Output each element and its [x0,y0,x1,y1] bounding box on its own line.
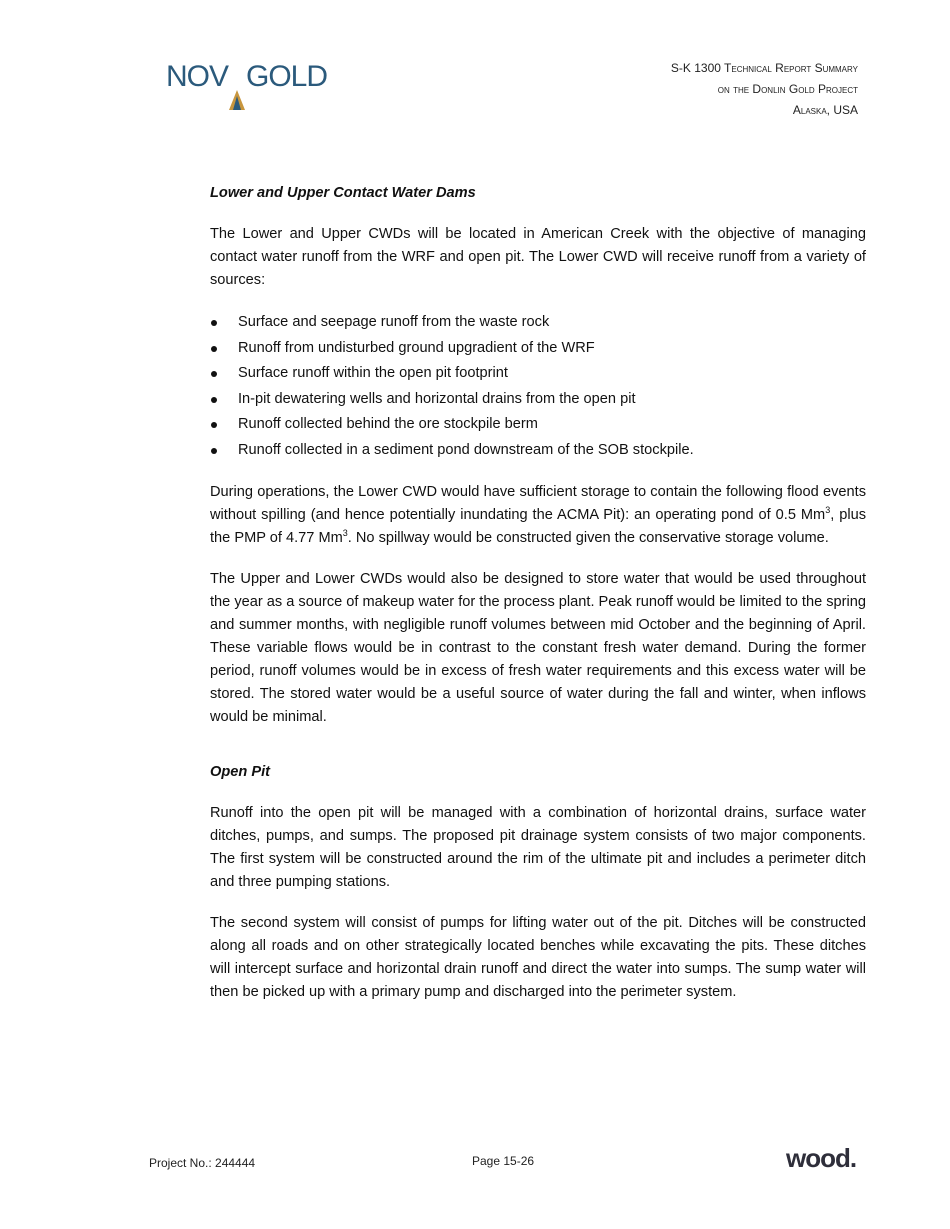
report-header [671,58,858,121]
paragraph-operations [210,481,866,550]
novagold-logo [166,62,327,92]
para-text: During operations, the Lower CWD would have sufficient storage to contain the following flood events without spilling (and hence potentially inundating the ACMA Pit): an operating pond of 0.5 Mm [210,484,866,523]
list-item: Surface and seepage runoff from the waste rock [210,310,866,336]
runoff-sources-list [210,310,866,463]
header-line-1: S-K 1300 Technical Report Summary [670,61,858,75]
paragraph-makeup-water: The Upper and Lower CWDs would also be designed to store water that would be used throughout the year as a source of makeup water for the process plant. Peak runoff would be limited to the spring and summer months, with negligible runoff volumes between mid October and the beginning of April. These variable flows would be in contrast to the constant fresh water demand. During the former period, runoff volumes would be in excess of fresh water requirements and this excess water will be stored. The stored water would be a useful source of water during the fall and winter, when inflows would be minimal. [210,571,866,725]
paragraph-intro: The Lower and Upper CWDs will be located in American Creek with the objective of managing contact water runoff from the WRF and open pit. The Lower CWD will receive runoff from a variety of sources: [210,226,866,288]
logo-text-right: GOLD [246,60,328,93]
superscript: 3 [825,505,831,516]
section-title-dams: Lower and Upper Contact Water Dams [210,185,476,201]
page-number: Page 15-26 [472,1154,535,1168]
wood-logo: wood. [786,1143,857,1173]
para-text: , plus the PMP of 4.77 Mm [210,507,866,546]
project-number: Project No.: 244444 [149,1156,256,1170]
superscript: 3 [342,528,348,539]
para-text: . No spillway would be constructed given the conservative storage volume. [347,530,829,546]
document-body [210,182,866,1022]
header-line-2: on the Donlin Gold Project [717,82,858,96]
paragraph-second-system: The second system will consist of pumps for lifting water out of the pit. Ditches will be constructed along all roads and on other strategically located benches while excavating the pits. These ditches will intercept surface and horizontal drain runoff and direct the water into sumps. The sump water will then be picked up with a primary pump and discharged into the perimeter system. [210,915,866,1000]
list-item: Runoff collected behind the ore stockpile berm [210,412,866,438]
header-line-3: Alaska, USA [792,103,858,117]
list-item: Runoff collected in a sediment pond downstream of the SOB stockpile. [210,438,866,464]
list-item: In-pit dewatering wells and horizontal drains from the open pit [210,387,866,413]
logo-text-left: NOV [166,60,229,93]
section-title-open-pit: Open Pit [210,764,270,780]
list-item: Surface runoff within the open pit footprint [210,361,866,387]
paragraph-pit-drainage: Runoff into the open pit will be managed with a combination of horizontal drains, surface water ditches, pumps, and sumps. The proposed pit drainage system consists of two major components. The first system will be constructed around the rim of the ultimate pit and includes a perimeter ditch and three pumping stations. [210,805,866,890]
list-item: Runoff from undisturbed ground upgradient of the WRF [210,336,866,362]
